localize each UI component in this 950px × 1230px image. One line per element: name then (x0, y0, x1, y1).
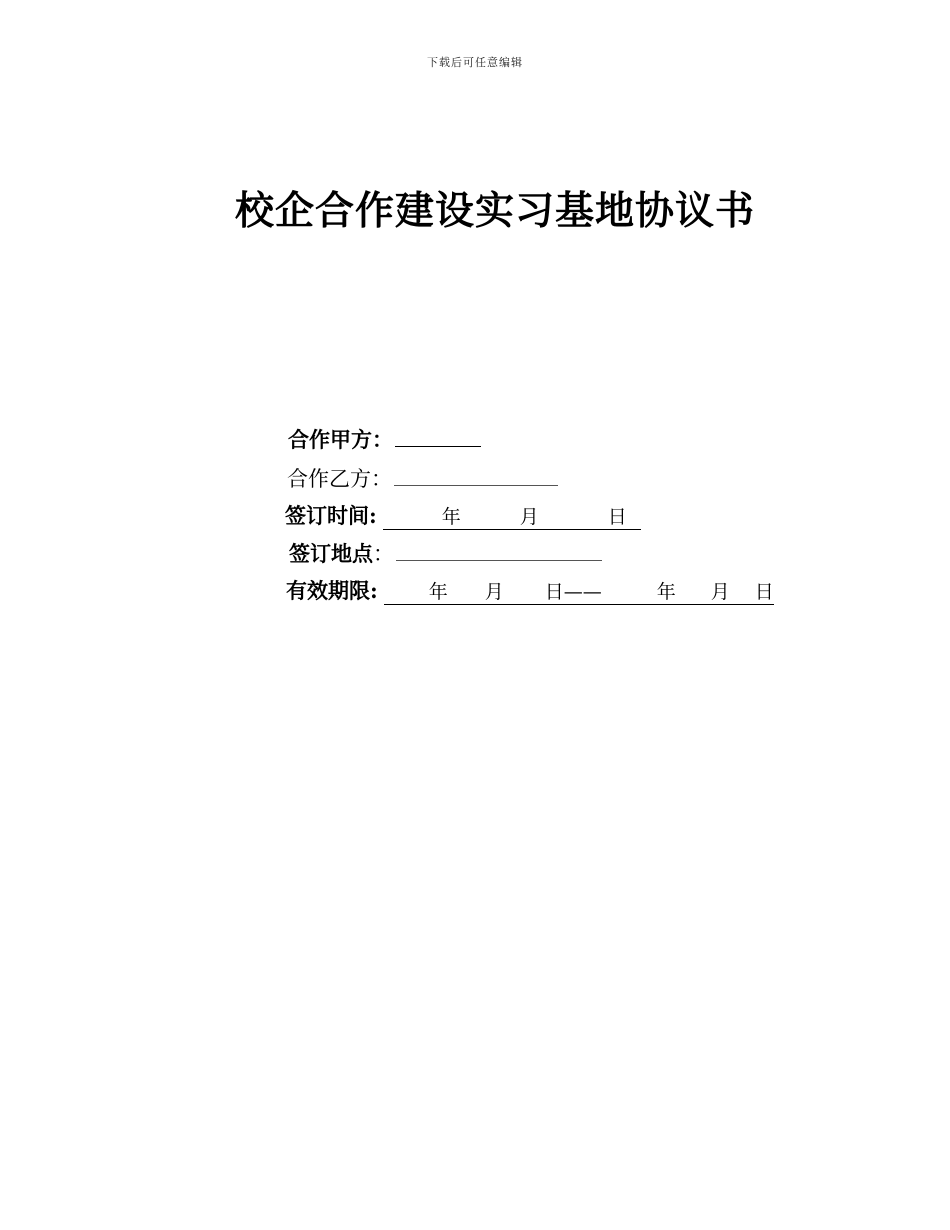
sign-date-day: 日 (607, 506, 627, 528)
field-sign-place (289, 540, 602, 567)
header-note: 下载后可任意编辑 (427, 56, 523, 69)
validity-line[interactable] (384, 580, 774, 605)
party-a-colon: ： (372, 427, 393, 452)
validity-end-year: 年 (656, 581, 676, 603)
sign-date-line[interactable] (383, 505, 641, 530)
validity-end-day: 日 (754, 581, 774, 603)
validity-start-year: 年 (428, 581, 448, 603)
field-validity (286, 578, 774, 605)
sign-date-month: 月 (519, 506, 539, 528)
party-b-label: 合作乙方 (287, 467, 371, 491)
party-a-label: 合作甲方 (288, 428, 372, 452)
validity-end-month: 月 (710, 581, 730, 603)
validity-start-day: 日—— (544, 581, 602, 603)
validity-start-month: 月 (484, 581, 504, 603)
sign-place-blank[interactable] (396, 540, 602, 561)
sign-place-label: 签订地点 (289, 542, 373, 566)
party-b-blank[interactable] (394, 465, 558, 486)
party-b-colon: ： (371, 467, 392, 491)
sign-date-year: 年 (441, 506, 461, 528)
sign-date-label: 签订时间 (285, 504, 369, 528)
validity-label: 有效期限 (286, 579, 370, 603)
sign-place-colon: ： (373, 542, 394, 566)
field-sign-date (285, 503, 641, 530)
field-party-a (288, 426, 481, 453)
party-a-blank[interactable] (395, 426, 481, 447)
validity-colon: : (370, 578, 378, 603)
document-title: 校企合作建设实习基地协议书 (234, 189, 755, 234)
field-party-b (287, 465, 558, 492)
sign-date-colon: : (369, 503, 377, 528)
